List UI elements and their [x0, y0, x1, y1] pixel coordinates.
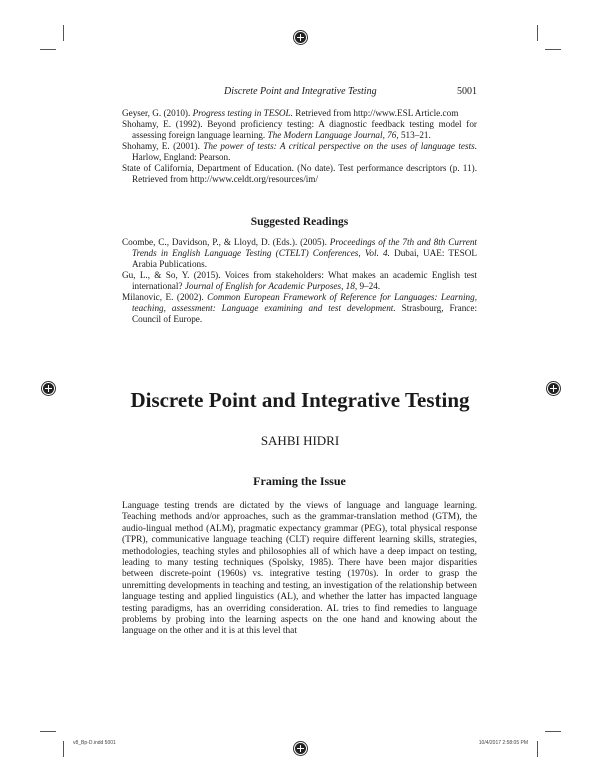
- reference-item: State of California, Department of Education. (No date). Test performance descriptors (p. 11). Retrieved from http://www.celdt.org/resources/im/: [122, 163, 477, 184]
- crop-mark-top-right-v: [537, 25, 538, 41]
- reading-item: Gu, L., & So, Y. (2015). Voices from stakeholders: What makes an academic English test international? Journal of English for Academic Purposes, 18, 9–24.: [122, 270, 477, 291]
- crop-mark-top-left-h: [40, 49, 56, 50]
- crop-mark-bottom-left-v: [63, 741, 64, 757]
- crop-mark-top-left-v: [63, 25, 64, 41]
- reading-item: Milanovic, E. (2002). Common European Framework of Reference for Languages: Learning, teaching, assessment: Language examining and test development. Strasbourg, France: Council of Europe.: [122, 292, 477, 324]
- article-body: [122, 474, 477, 638]
- registration-mark-icon: [295, 743, 306, 754]
- slug-file: v8_Bp-D.indd 5001: [73, 740, 116, 746]
- suggested-readings-heading: Suggested Readings: [250, 216, 349, 228]
- article-title: Discrete Point and Integrative Testing: [130, 388, 470, 412]
- running-head: [122, 86, 477, 100]
- crop-mark-top-right-h: [545, 49, 561, 50]
- page-number: 5001: [457, 86, 477, 97]
- crop-mark-bottom-right-v: [537, 741, 538, 757]
- suggested-readings: [122, 216, 477, 325]
- reference-item: Shohamy, E. (1992). Beyond proficiency testing: A diagnostic feedback testing model for assessing foreign language learning. The Modern Language Journal, 76, 513–21.: [122, 119, 477, 140]
- body-paragraph: Language testing trends are dictated by the views of language and language learning. Teaching methods and/or approaches, such as the grammar-translation method (GTM), the audio-lingual method (ALM), pragmatic expectancy grammar (PEG), total physical response (TPR), communicative language teaching (CLT) require different learning skills, strategies, methodologies, teaching styles and philosophies all of which have a deep impact on testing, leading to many testing techniques (Spolsky, 1985). There have been major disparities between discrete-point (1960s) vs. integrative testing (1970s). In order to grasp the unremitting developments in teaching and testing, an investigation of the relationship between language testing and applied linguistics (AL), and whether the latter has impacted language testing paradigms, has an overriding consideration. AL tries to find remedies to language problems by probing into the learning aspects on the one hand and knowing about the language on the other and it is at this level that: [122, 501, 477, 637]
- running-head-title: Discrete Point and Integrative Testing: [224, 86, 377, 97]
- registration-mark-icon: [295, 32, 306, 43]
- reference-item: Shohamy, E. (2001). The power of tests: A critical perspective on the uses of language tests. Harlow, England: Pearson.: [122, 141, 477, 162]
- article-author: SAHBI HIDRI: [260, 433, 340, 448]
- reading-item: Coombe, C., Davidson, P., & Lloyd, D. (Eds.). (2005). Proceedings of the 7th and 8th Current Trends in English Language Testing (CTELT) Conferences, Vol. 4. Dubai, UAE: TESOL Arabia Publications.: [122, 237, 477, 269]
- slug-timestamp: 10/4/2017 2:58:05 PM: [478, 740, 528, 746]
- references-list: [122, 108, 477, 185]
- crop-mark-bottom-left-h: [40, 731, 56, 732]
- crop-mark-bottom-right-h: [545, 731, 561, 732]
- section-heading: Framing the Issue: [253, 474, 346, 488]
- reference-item: Geyser, G. (2010). Progress testing in TESOL. Retrieved from http://www.ESL Article.com: [122, 108, 459, 118]
